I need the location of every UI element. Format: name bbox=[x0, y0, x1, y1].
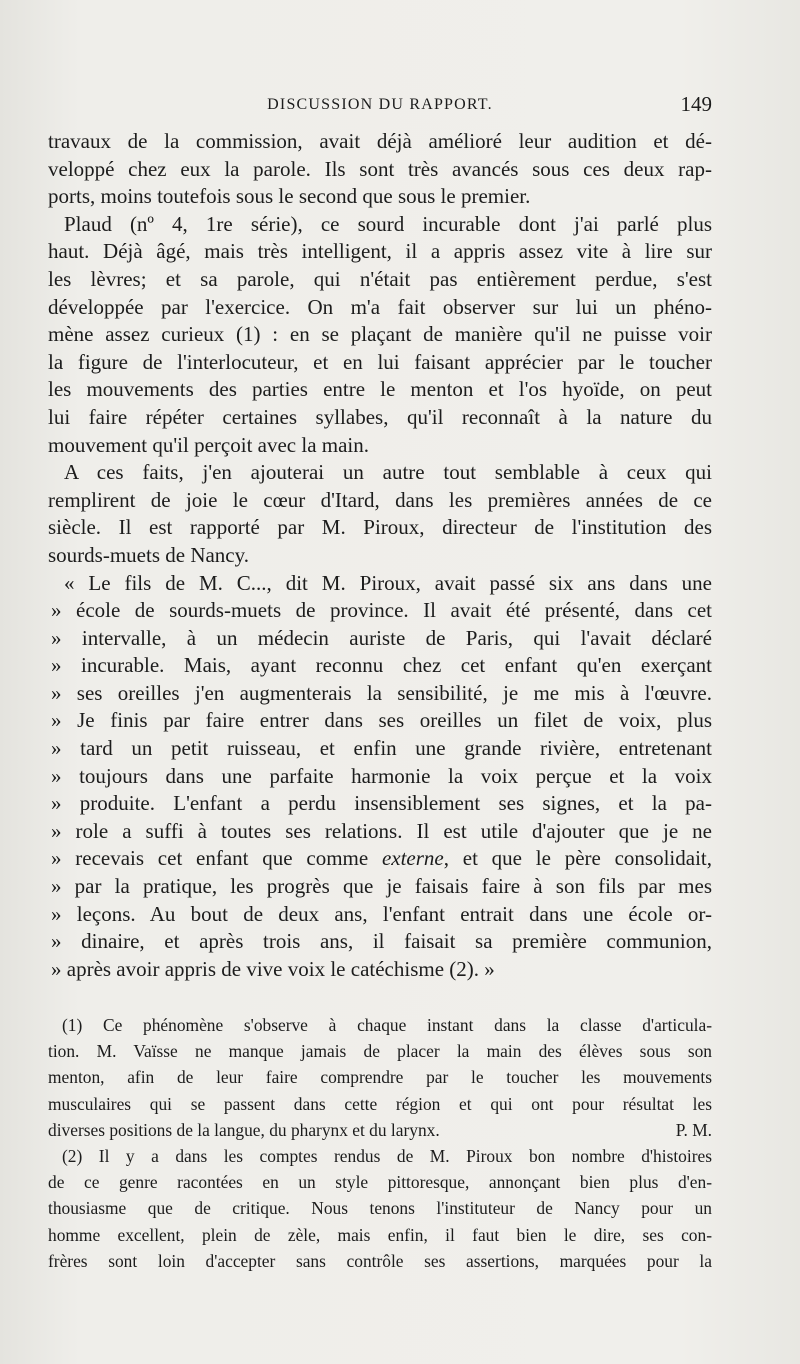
running-head: DISCUSSION DU RAPPORT. bbox=[267, 96, 493, 113]
text-line: lui faire répéter certaines syllabes, qu'il reconnaît à la nature du bbox=[48, 404, 712, 429]
footnote-line bbox=[48, 1117, 712, 1143]
text-line: travaux de la commission, avait déjà amélioré leur audition et dé- bbox=[48, 129, 712, 153]
text-line: Plaud (nº 4, 1re série), ce sourd incurable dont j'ai parlé plus bbox=[64, 211, 712, 236]
footnote-line bbox=[48, 1195, 712, 1221]
text-line: mène assez curieux (1) : en se plaçant de manière qu'il ne puisse voir bbox=[48, 322, 712, 347]
text-line: » intervalle, à un médecin auriste de Paris, qui l'avait déclaré bbox=[51, 625, 712, 650]
text-line: haut. Déjà âgé, mais très intelligent, il a appris assez vite à lire sur bbox=[48, 239, 712, 264]
footnote-text: de ce genre racontées en un style pittoresque, annonçant bien plus d'en- bbox=[48, 1172, 712, 1193]
footnote-line bbox=[48, 1091, 712, 1117]
text-line: A ces faits, j'en ajouterai un autre tout semblable à ceux qui bbox=[64, 460, 712, 485]
footnote-line bbox=[48, 1038, 712, 1064]
page-header bbox=[48, 92, 712, 118]
text-line: mouvement qu'il perçoit avec la main. bbox=[48, 432, 370, 457]
footnote-line bbox=[48, 1169, 712, 1195]
footnote-text: menton, afin de leur faire comprendre par le toucher les mouvements bbox=[48, 1067, 712, 1088]
text-line: veloppé chez eux la parole. Ils sont très avancés sous ces deux rap- bbox=[48, 156, 712, 181]
text-line: les lèvres; et sa parole, qui n'était pas entièrement perdue, s'est bbox=[48, 266, 712, 291]
text-line: ports, moins toutefois sous le second que sous le premier. bbox=[48, 184, 531, 209]
footnote-text: tion. M. Vaïsse ne manque jamais de placer la main des élèves sous son bbox=[48, 1041, 712, 1062]
footnote-text: homme excellent, plein de zèle, mais enfin, il faut bien le dire, ses con- bbox=[48, 1224, 712, 1245]
text-line: » ses oreilles j'en augmenterais la sensibilité, je me mis à l'œuvre. bbox=[51, 680, 712, 705]
footnote-signature: P. M. bbox=[675, 1119, 712, 1140]
footnote-text: frères sont loin d'accepter sans contrôle ses assertions, marquées pour la bbox=[48, 1250, 712, 1271]
footnote-text: diverses positions de la langue, du pharynx et du larynx. bbox=[48, 1119, 440, 1140]
footnote-text: (2) Il y a dans les comptes rendus de M. Piroux bon nombre d'histoires bbox=[62, 1145, 712, 1166]
footnote-line bbox=[48, 1143, 712, 1169]
footnotes bbox=[48, 1012, 712, 1274]
text-line: » école de sourds-muets de province. Il avait été présenté, dans cet bbox=[51, 598, 712, 623]
footnote-line bbox=[48, 1248, 712, 1274]
text-line: » après avoir appris de vive voix le catéchisme (2). » bbox=[51, 956, 495, 981]
text-line: » Je finis par faire entrer dans ses oreilles un filet de voix, plus bbox=[51, 708, 712, 733]
text-line: » tard un petit ruisseau, et enfin une grande rivière, entretenant bbox=[51, 736, 712, 761]
body-text bbox=[48, 128, 712, 983]
footnote-text: musculaires qui se passent dans cette région et qui ont pour résultat les bbox=[48, 1093, 712, 1114]
footnote-text: thousiasme que de critique. Nous tenons l'instituteur de Nancy pour un bbox=[48, 1198, 712, 1219]
text-line: siècle. Il est rapporté par M. Piroux, directeur de l'institution des bbox=[48, 515, 712, 540]
footnote-line bbox=[48, 1222, 712, 1248]
text-line: » recevais cet enfant que comme externe, et que le père consolidait, bbox=[51, 846, 712, 871]
text-line: » dinaire, et après trois ans, il faisait sa première communion, bbox=[51, 929, 712, 954]
footnote-text: (1) Ce phénomène s'observe à chaque instant dans la classe d'articula- bbox=[62, 1015, 712, 1035]
text-line: » leçons. Au bout de deux ans, l'enfant entrait dans une école or- bbox=[51, 901, 712, 926]
text-line: » incurable. Mais, ayant reconnu chez cet enfant qu'en exerçant bbox=[51, 653, 712, 678]
text-line: » role a suffi à toutes ses relations. Il est utile d'ajouter que je ne bbox=[51, 818, 712, 843]
text-line: » par la pratique, les progrès que je faisais faire à son fils par mes bbox=[51, 874, 712, 899]
footnote-line bbox=[48, 1064, 712, 1090]
text-line: » produite. L'enfant a perdu insensiblement ses signes, et la pa- bbox=[51, 791, 712, 816]
text-line: » toujours dans une parfaite harmonie la voix perçue et la voix bbox=[51, 763, 712, 788]
text-line: la figure de l'interlocuteur, et en lui faisant apprécier par le toucher bbox=[48, 349, 712, 374]
text-line: développée par l'exercice. On m'a fait observer sur lui un phéno- bbox=[48, 294, 712, 319]
text-line: sourds-muets de Nancy. bbox=[48, 542, 250, 567]
text-line: les mouvements des parties entre le menton et l'os hyoïde, on peut bbox=[48, 377, 712, 402]
page-number: 149 bbox=[680, 92, 712, 116]
text-line: remplirent de joie le cœur d'Itard, dans les premières années de ce bbox=[48, 487, 712, 512]
footnote-line bbox=[48, 1012, 712, 1038]
text-line: « Le fils de M. C..., dit M. Piroux, avait passé six ans dans une bbox=[64, 570, 712, 595]
